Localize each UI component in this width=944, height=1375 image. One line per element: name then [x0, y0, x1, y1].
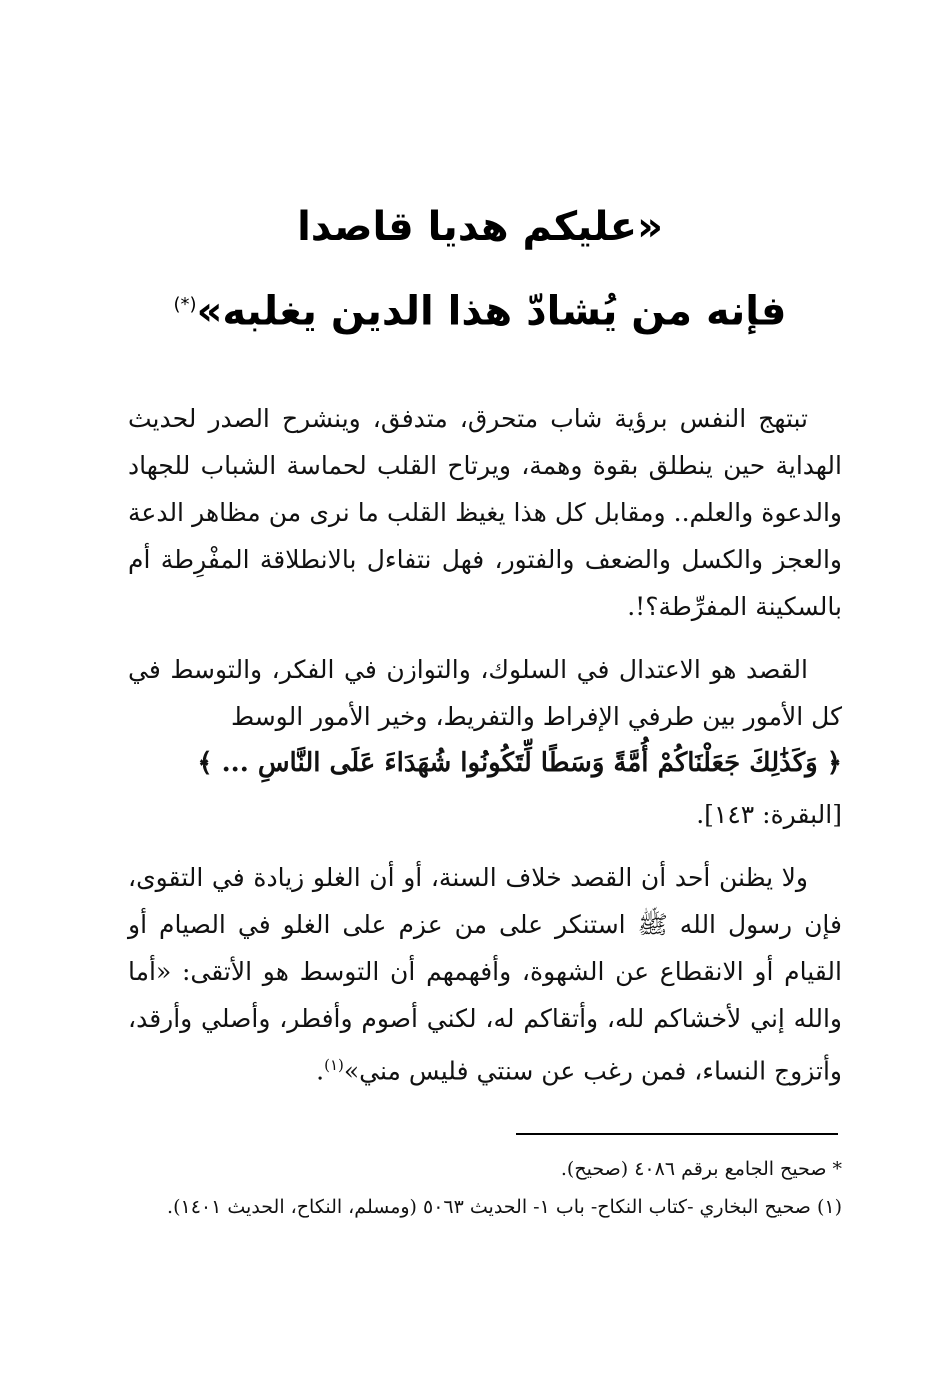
- title-footnote-marker: (*): [173, 294, 197, 315]
- footnote-1: (١) صحيح البخاري -كتاب النكاح- باب ١- الحديث ٥٠٦٣ (ومسلم، النكاح، الحديث ١٤٠١).: [167, 1196, 842, 1218]
- title-line-2: [130, 266, 830, 350]
- footnote-star: * صحيح الجامع برقم ٤٠٨٦ (صحيح).: [560, 1158, 842, 1180]
- verse-reference: [البقرة: ١٤٣].: [696, 800, 842, 829]
- footnote-divider: [516, 1133, 838, 1135]
- paragraph-3-end: .: [316, 1056, 325, 1086]
- body-text: [128, 395, 842, 1110]
- paragraph-3-text: ولا يظنن أحد أن القصد خلاف السنة، أو أن الغلو زيادة في التقوى، فإن رسول الله ﷺ استنكر على من عزم على الغلو في الصيام أو القيام أو الانقطاع عن الشهوة، وأفهمهم أن التوسط هو الأتقى: «أما والله إني لأخشاكم لله، وأتقاكم له، لكني أصوم وأفطر، وأصلي وأرقد، وأتزوج النساء، فمن رغب عن سنتي فليس مني»: [128, 863, 842, 1086]
- paragraph-1: تبتهج النفس برؤية شاب متحرق، متدفق، وينشرح الصدر لحديث الهداية حين ينطلق بقوة وهمة، ويرتاح القلب لحماسة الشباب للجهاد والدعوة والعلم.. ومقابل كل هذا يغيظ القلب ما نرى من مظاهر الدعة والعجز والكسل والضعف والفتور، فهل نتفاءل بالانطلاقة المفْرِطة أم بالسكينة المفرِّطة؟!.: [128, 404, 842, 621]
- title-line-2-text: فإنه من يُشادّ هذا الدين يغلبه»: [196, 288, 787, 335]
- footnote-ref-1: (١): [324, 1056, 344, 1074]
- paragraph-2: القصد هو الاعتدال في السلوك، والتوازن في الفكر، والتوسط في كل الأمور بين طرفي الإفراط والتفريط، وخير الأمور الوسط: [128, 655, 842, 731]
- footnotes: [128, 1150, 842, 1226]
- chapter-title: [130, 188, 830, 350]
- quran-verse: ﴿ وَكَذَٰلِكَ جَعَلْنَاكُمْ أُمَّةً وَسَطًا لِّتَكُونُوا شُهَدَاءَ عَلَى النَّاسِ ... ﴾: [197, 748, 842, 778]
- title-line-1: «عليكم هديا قاصدا: [297, 204, 663, 250]
- paragraph-3: [128, 854, 842, 1094]
